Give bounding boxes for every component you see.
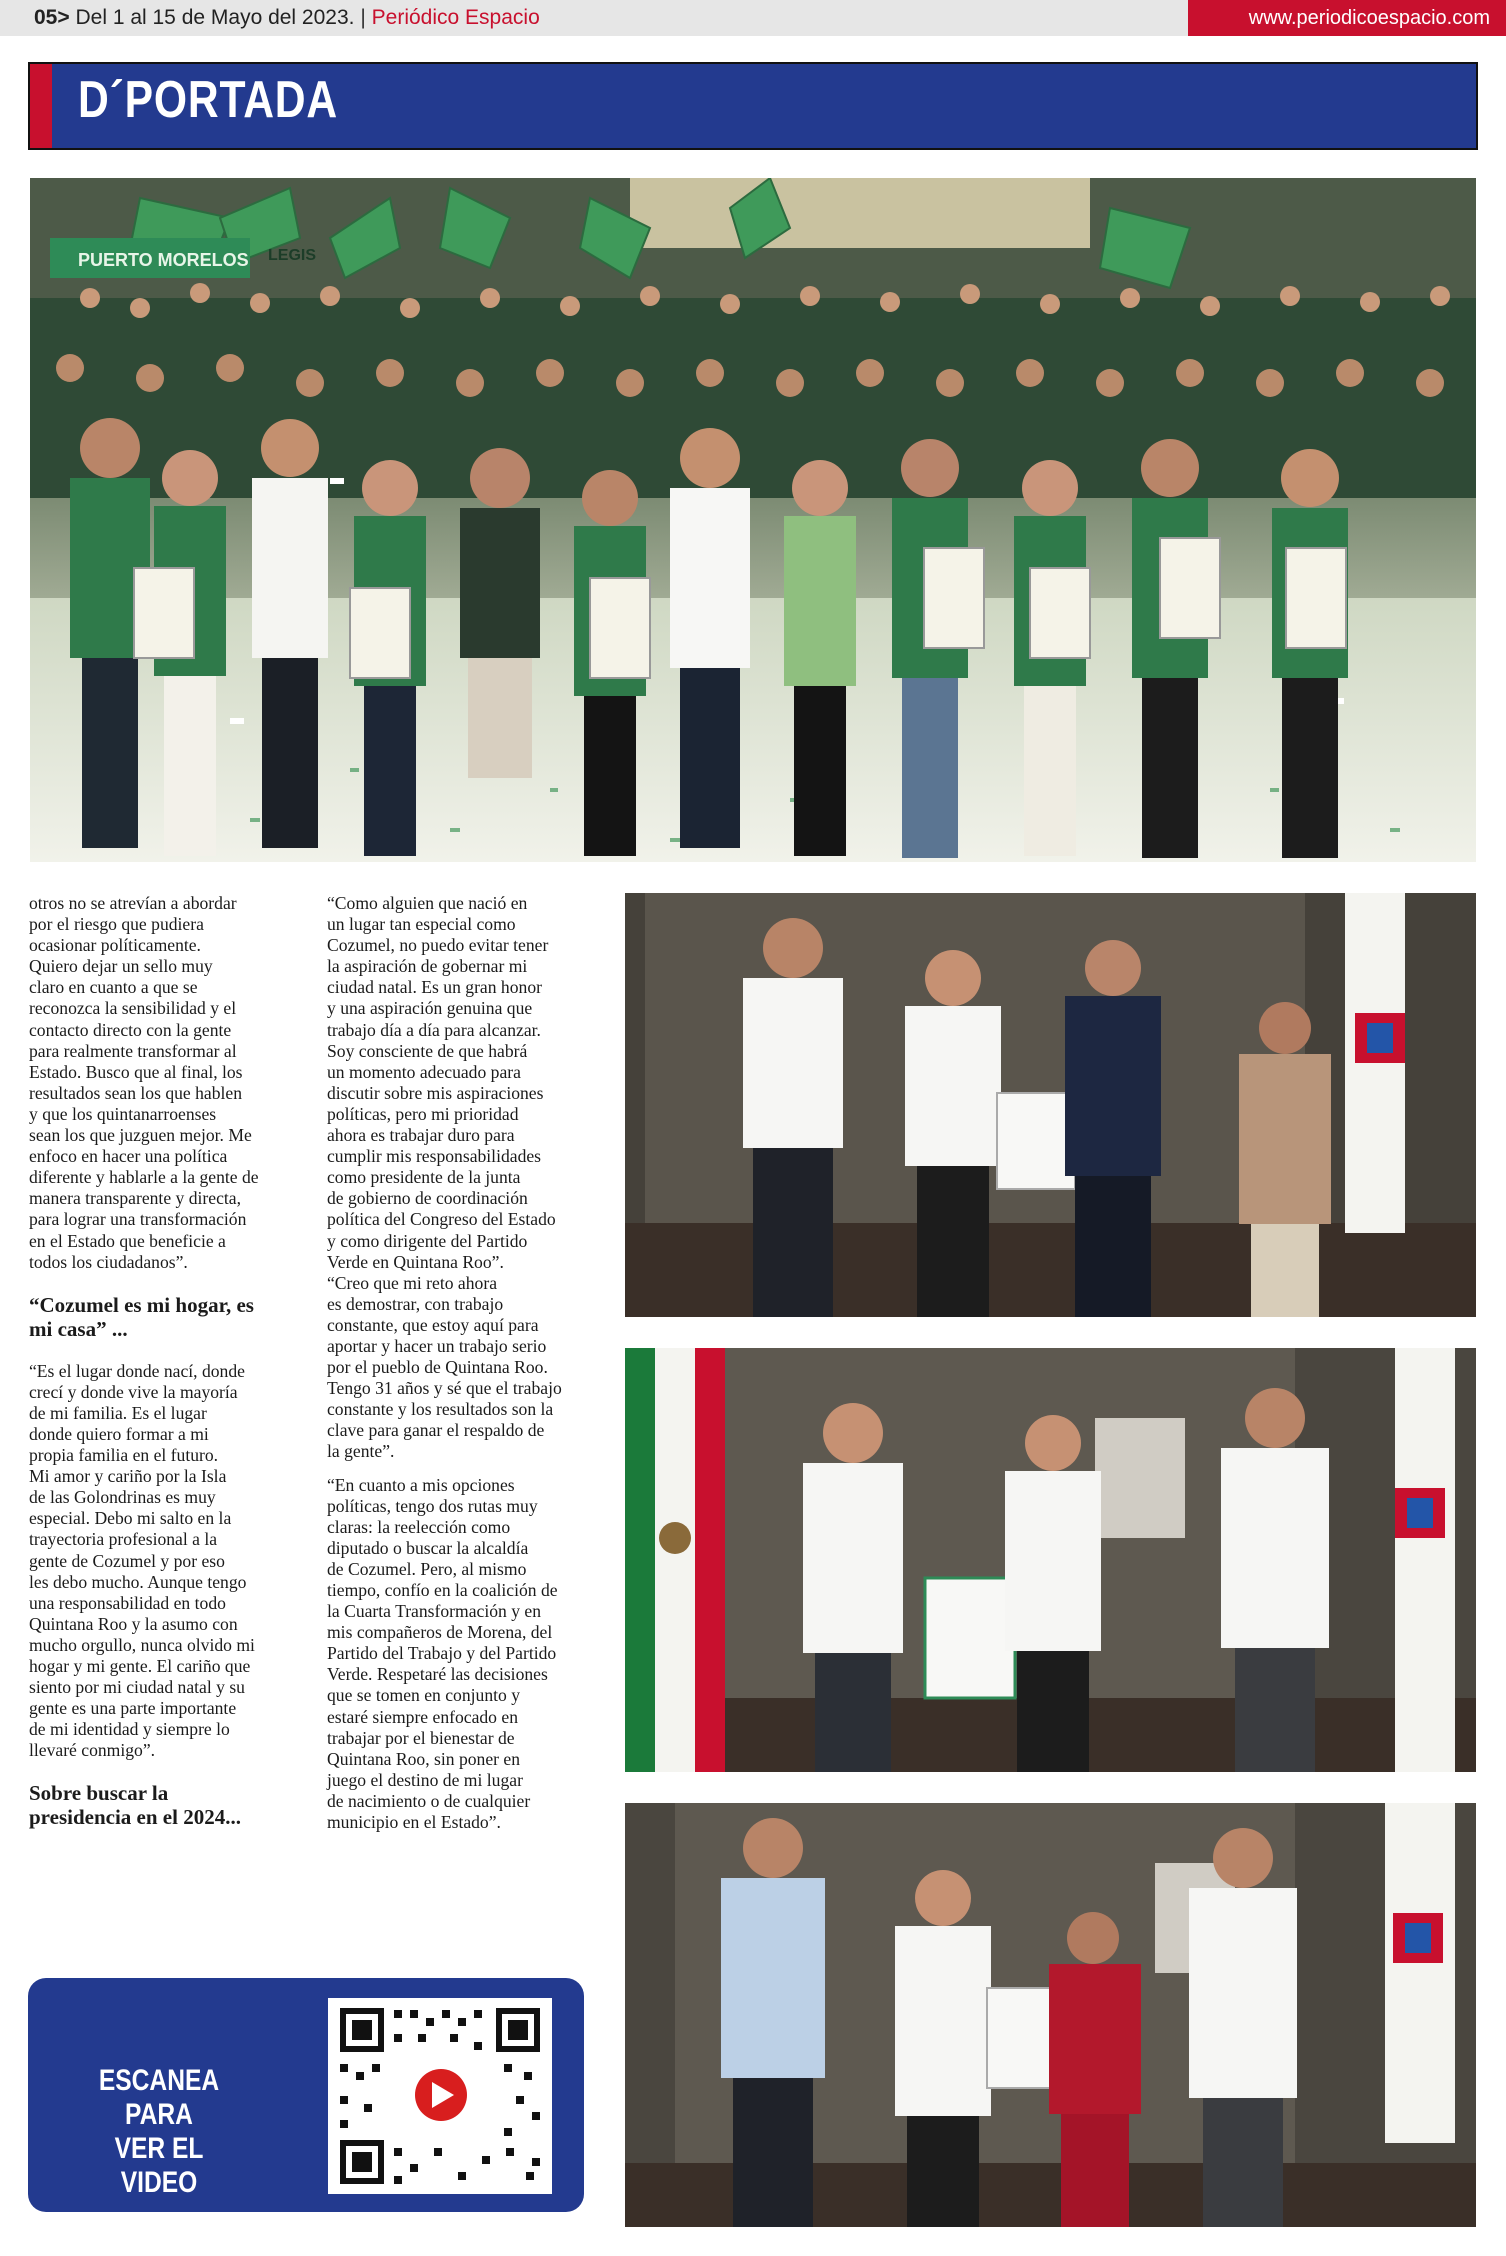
meeting-illustration (625, 1803, 1476, 2227)
article-column-1 (29, 893, 291, 1849)
page-number: 05> (34, 6, 70, 29)
side-photo-1 (625, 893, 1476, 1317)
side-photo-3 (625, 1803, 1476, 2227)
party-banner-text-2: LEGIS (268, 247, 317, 264)
publication-name: Periódico Espacio (371, 6, 540, 29)
meeting-illustration (625, 1348, 1476, 1772)
video-qr-card[interactable] (28, 1978, 584, 2212)
side-photo-2 (625, 1348, 1476, 1772)
header-info (34, 6, 540, 30)
meeting-illustration (625, 893, 1476, 1317)
website-link[interactable]: www.periodicoespacio.com (1248, 7, 1490, 29)
qr-code-graphic (328, 1998, 552, 2194)
article-paragraph: otros no se atrevían a abordar por el riesgo que pudiera ocasionar políticamente. Quiero dejar un sello muy claro en cuanto a que se reconozca la sensibilidad y el contacto directo con la gente para realmente transformar al Estado. Busco que al final, los resultados sean los que hablen y que los quintanarroenses sean los que juzguen mejor. Me enfoco en hacer una política diferente y hablarle a la gente de manera transparente y directa, para lograr una transformación en el Estado que beneficie a todos los ciudadanos”. (29, 893, 259, 1272)
article-paragraph: “Es el lugar donde nací, donde crecí y donde vive la mayoría de mi familia. Es el lugar donde quiero formar a mi propia familia en el futuro. Mi amor y cariño por la Isla de las Golondrinas es muy especial. Debo mi salto en la trayectoria profesional a la gente de Cozumel y por eso les debo mucho. Aunque tengo una responsabilidad en todo Quintana Roo y la asumo con mucho orgullo, nunca olvido mi hogar y mi gente. El cariño que siento por mi ciudad natal y su gente es una parte importante de mi identidad y siempre lo llevaré conmigo”. (29, 1360, 255, 1761)
article-paragraph: “En cuanto a mis opciones políticas, tengo dos rutas muy claras: la reelección como diputado o buscar la alcaldía de Cozumel. Pero, al mismo tiempo, confío en la coalición de la Cuarta Transformación y en mis compañeros de Morena, del Partido del Trabajo y del Partido Verde. Respetaré las decisiones que se tomen en conjunto y estaré siempre enfocado en trabajar por el bienestar de Quintana Roo, sin poner en juego el destino de mi lugar de nacimiento o de cualquier municipio en el Estado”. (327, 1474, 558, 1833)
main-photo (30, 178, 1476, 862)
article-paragraph: “Como alguien que nació en un lugar tan especial como Cozumel, no puedo evitar tener la aspiración de gobernar mi ciudad natal. Es un gran honor y una aspiración genuina que trabajo día a día para alcanzar. Soy consciente de que habrá un momento adecuado para discutir sobre mis aspiraciones políticas, pero mi prioridad ahora es trabajar duro para cumplir mis responsabilidades como presidente de la junta de gobierno de coordinación política del Congreso del Estado y como dirigente del Partido Verde en Quintana Roo”. “Creo que mi reto ahora es demostrar, con trabajo constante, que estoy aquí para aportar y hacer un trabajo serio por el pueblo de Quintana Roo. Tengo 31 años y sé que el trabajo constante y los resultados son la clave para ganar el respaldo de la gente”. (327, 893, 562, 1462)
url-box (1188, 0, 1506, 36)
qr-code[interactable] (328, 1998, 552, 2194)
banner-accent (30, 64, 52, 148)
qr-call-to-action: ESCANEA PARA VER EL VIDEO (98, 2064, 220, 2199)
page-header (0, 0, 1506, 36)
article-subhead: “Cozumel es mi hogar, es mi casa” ... (29, 1292, 254, 1341)
party-banner-text: PUERTO MORELOS (78, 250, 249, 270)
crowd-illustration (30, 178, 1476, 862)
section-banner (28, 62, 1478, 150)
article-column-2 (327, 893, 589, 1845)
article-subhead: Sobre buscar la presidencia en el 2024... (29, 1781, 241, 1830)
issue-date: Del 1 al 15 de Mayo del 2023. (75, 6, 355, 29)
header-separator: | (360, 6, 366, 29)
section-title: D´PORTADA (78, 71, 339, 129)
